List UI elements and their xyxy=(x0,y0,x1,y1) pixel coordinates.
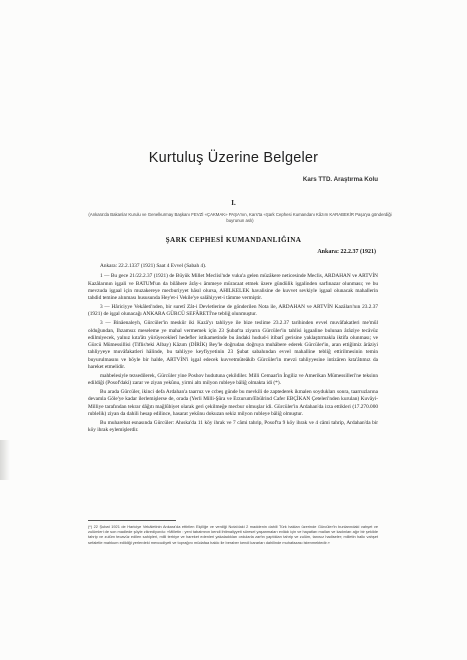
footnote: (*) 22 Şubat 1921 de Hariciye Vekâletinin Ankara'da ettirilen Elçiliğe ve verdiği Nota'daki 2 maddenin dahili Türk hakları üzerinde Gürcüler'in bunlarındaki vahşet ve zulümleri de son madlede şöyle zikrediyordu: «Milletin : yeni tabatmnın kendi ihtimaliyyeti süresel yaşanmaları evlâdı için ve hayatları malları ve kadınları ağır bir şekilde tahrip ve zulüm tecavüz edilen sahipleri, milli terbiye ve hareket edenleri yakaladıkları ordularla zarfın yaptıkları tahrip ve zulüm, tanısız hadiseler; milletin halkı vahşet sefaletle mahkum edildiği yerlerdeki mevcudiyeti ve toprağını müdafaa hakkı ile beraber kendi kararları dahilinde muhafazası istenmektedir.» xyxy=(88,524,378,545)
intro-note: (Ankara'da Bakanlar Kurulu ve Genelkurmay Başkanı FEVZİ «ÇAKMAK» PAŞA'nın, Kars'ta «Şark Cephesi Kumandanı Kâzım KARABEKİR Paşa'ya gönderdiği buyrunun aslı) xyxy=(88,212,392,223)
body-paragraph: Bu arada Gürcüler, ikinci defa Ardahan'a taarruz ve ccbeş günde bu mevkili de zaptederek ikmalen soydukları sonra, taarruzlarına devamla Göle'ye kadar ilerlemişlerse de, orada (Yerli Milli-Şûra ve Erzurum/Ebülrind Cafer EBÇİKAN Çeteleri'nden kurulan) Kuvâyi-Milliye tarafından tekrar dâğıtı mağlûbiyet olarak geri çekilmeğe mecbur olmuşlar idi. Gürcüler'in Ardahan'da irza ettikleri (17.270.000 rublelik) ziyan da dahili hesap edilince, hasarat yekûnu dokuzan sekiz milyon rubleye bâliğ olmuştur. xyxy=(88,389,378,418)
body-paragraph: 3 — Binâenaleyh, Gürcüler'in meskûr iki Kazâ'yı tahliyye ile bize teslime 23.2.37 tarihinden evvel muvâfakatleri me'mûl olduğundan, Ihzamsız meseleme ye mahal vermemek için 23 Şubat'ta ziyarın Gürcüler'in tahlisi işgaaline bulunan ârâziye tecâvüz edilmiyecek, yalnız kıta'âtı yürüyeceklerî hedefler istikametinde bu ândaki hudud-i itibarî gerisine yaklaştırmakla iktifa olunması; ve Gürcü Mümessillisi (Tiflis'teki Albay) Kâzım (DİRİK) Bey'le doğrudan doğruya muhâbere ederek Gürcüler'in, aran ettiğimiz ârâziyi tahliyyeye muvâfakatleri hâlinde, bu tahliyye keyfiyyetinin 23 Şubat sabahından evvel mahalline tebliğ ettirilmesinin temin buyurulmasını ve böyle bir halde, ARTVİN'i işgal edecek kuvvetmüteâkib Gürcüler'in mevzi tahliyyesine intizâren kıta'âtımız da hareket etmelidir. xyxy=(88,320,378,371)
section-heading: ŞARK CEPHESİ KUMANDANLIĞINA xyxy=(165,236,302,244)
footnote-divider xyxy=(88,520,176,521)
scan-edge-shadow xyxy=(0,440,10,480)
document-title: Kurtuluş Üzerine Belgeler xyxy=(148,150,319,166)
date-line: Ankara: 22.2.37 (1921) xyxy=(317,249,376,255)
body-paragraph: mahbelesiyle tezsedilerek, Gürcüler yine Poshov hudutuna çekildiler. Milli Cemaat'in İngiliz ve Amerikan Mümessilleri'ne teksinn edildiği (Posof'daki) zarar ve ziyan yekûnu, yirmi altı milyon rubleye bâliğ olmakta idi (*). xyxy=(88,372,378,387)
body-paragraph: 1 — Bu gece 21/22.2.37 (1921) de Büyük Millet Meclisi'nde vuku'a gelen müzâkere neticesinde Meclis, ARDAHAN ve ARTVİN Kazâlarının işgali ve BATUM'un da bilâhere ârây-ı âmmeye müracaat etmek üzere gündülik işgalinden sarfınazar olunması; ve bu mevzuda işgaal için muzakereye mecburiyyet hâsıl olursa, AHILKELEK havalisine de kuvvet sevkiyle işgaal olunacak mahallerin tahdid temine alınması hususunda Hey'et-i Vekile'ye salâhiyyet-i tâmme vermiştir. xyxy=(88,273,378,302)
body-paragraph: Bu muharebat esnasında Gürcüler: Ahıska'da 11 köy ihrak ve 7 câmi tahrip, Posof'ta 9 köy ihrak ve 4 câmi tahrip, Ardahan'da bir köy ihrak eylemişlerdir. xyxy=(88,419,378,434)
body-paragraph: 3 — Hâriciyye Vekâleti'nden, bir suretî Zât-i Devletlerine de gönderilen Nota ile, ARDAHAN ve ARTVİN Kazâları'nın 23.2.37 (1921) de işgal olunacağı ANKARA GÜRCÜ SEFÂRETİ'ne tebliğ olunmuştur. xyxy=(88,304,378,318)
body-paragraph: Ankara: 22.2.1337 (1921) Saat 4 Evvel (Sabah 4). xyxy=(100,263,207,269)
section-number: I. xyxy=(231,199,236,207)
body-text xyxy=(88,263,378,436)
author-line: Kars TTD. Araştırma Kolu xyxy=(302,176,378,183)
